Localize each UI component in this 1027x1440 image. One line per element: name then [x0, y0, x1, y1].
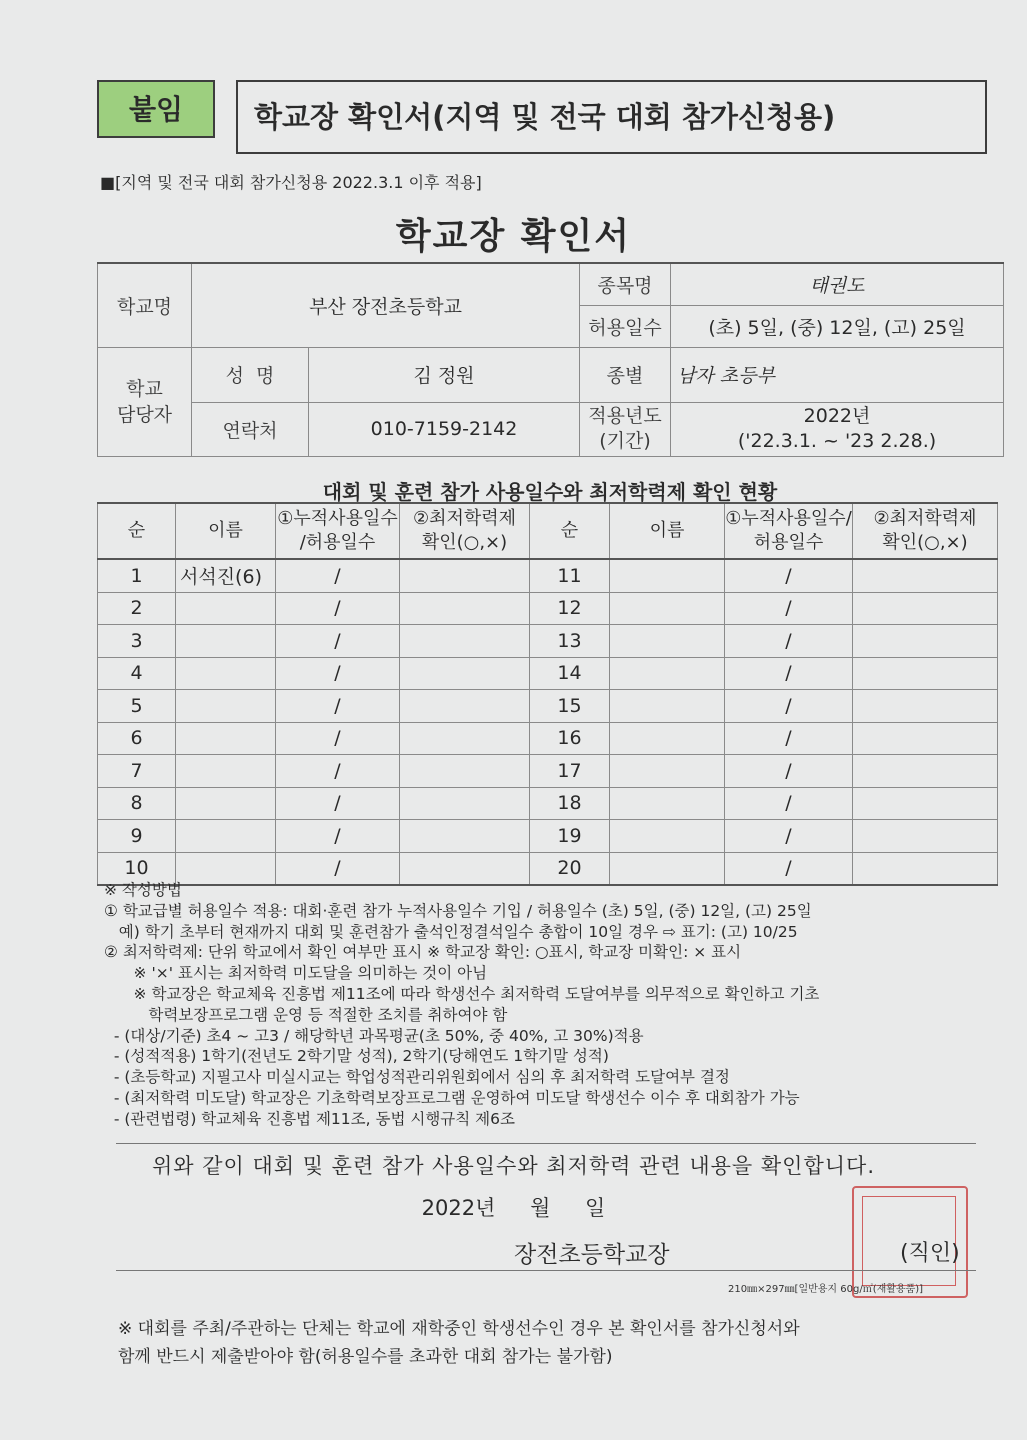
row-number: 17	[530, 755, 610, 788]
check-cell	[853, 722, 998, 755]
contact-value: 010-7159-2142	[309, 402, 580, 456]
row-number: 4	[98, 657, 176, 690]
check-cell	[400, 755, 530, 788]
row-number: 14	[530, 657, 610, 690]
name-label: 성 명	[192, 347, 309, 402]
document-header-title: 학교장 확인서(지역 및 전국 대회 참가신청용)	[236, 80, 987, 154]
check-cell	[853, 690, 998, 723]
days-cell: /	[725, 657, 853, 690]
allowed-days-label: 허용일수	[580, 305, 671, 347]
student-name-cell	[176, 787, 276, 820]
table-row	[98, 657, 998, 690]
table-row	[98, 722, 998, 755]
student-name-cell	[610, 755, 725, 788]
days-cell: /	[725, 852, 853, 885]
student-name-cell	[610, 722, 725, 755]
student-name-cell	[176, 755, 276, 788]
check-cell	[400, 657, 530, 690]
student-name-cell	[610, 625, 725, 658]
days-cell: /	[725, 559, 853, 592]
instruction-line: ※ 작성방법	[104, 881, 182, 899]
header-check: ②최저학력제 확인(○,×)	[400, 503, 530, 559]
table-row	[98, 820, 998, 853]
event-value: 태권도	[671, 263, 1004, 305]
header-check-right: ②최저학력제 확인(○,×)	[853, 503, 998, 559]
header-name: 이름	[176, 503, 276, 559]
row-number: 9	[98, 820, 176, 853]
days-cell: /	[276, 690, 400, 723]
days-cell: /	[725, 755, 853, 788]
table-row	[98, 690, 998, 723]
year-cell	[671, 402, 1004, 456]
principal-name: 장전초등학교장	[514, 1242, 670, 1268]
instruction-line: - (최저학력 미도달) 학교장은 기초학력보장프로그램 운영하여 미도달 학생선수 이수 후 대회참가 가능	[104, 1088, 800, 1107]
table-row	[98, 625, 998, 658]
instruction-line: ② 최저학력제: 단위 학교에서 확인 여부만 표시 ※ 학교장 확인: ○표시, 학교장 미확인: × 표시	[104, 943, 742, 962]
days-cell: /	[725, 690, 853, 723]
page-title: 학교장 확인서	[395, 216, 632, 257]
check-cell	[400, 559, 530, 592]
table-row	[98, 592, 998, 625]
days-cell: /	[725, 625, 853, 658]
event-label: 종목명	[580, 263, 671, 305]
row-number: 19	[530, 820, 610, 853]
student-name-cell	[176, 820, 276, 853]
student-name-cell	[176, 690, 276, 723]
date-line: 2022년 월 일	[421, 1196, 606, 1220]
attachment-badge: 붙임	[97, 80, 215, 138]
instruction-line: - (초등학교) 지필고사 미실시교는 학업성적관리위원회에서 심의 후 최저학력 도달여부 결정	[104, 1068, 730, 1087]
row-number: 11	[530, 559, 610, 592]
student-name-cell	[176, 657, 276, 690]
category-value: 남자 초등부	[671, 347, 1004, 402]
instruction-line: ※ '×' 표시는 최저학력 미도달을 의미하는 것이 아님	[104, 964, 488, 983]
student-name-cell: 서석진(6)	[176, 559, 276, 592]
divider-bottom	[116, 1270, 976, 1271]
days-cell: /	[276, 755, 400, 788]
student-name-cell	[610, 559, 725, 592]
days-cell: /	[725, 787, 853, 820]
check-cell	[853, 657, 998, 690]
confirmation-statement: 위와 같이 대회 및 훈련 참가 사용일수와 최저학력 관련 내용을 확인합니다.	[151, 1154, 875, 1178]
instruction-line: ※ 학교장은 학교체육 진흥법 제11조에 따라 학생선수 최저학력 도달여부를 의무적으로 확인하고 기초	[104, 984, 820, 1003]
row-number: 8	[98, 787, 176, 820]
writing-instructions	[104, 880, 984, 1130]
divider	[116, 1143, 976, 1144]
school-label: 학교명	[98, 263, 192, 347]
year-label: 적용년도 (기간)	[580, 402, 671, 456]
applicability-note: ■[지역 및 전국 대회 참가신청용 2022.3.1 이후 적용]	[100, 173, 482, 192]
check-cell	[853, 592, 998, 625]
check-cell	[400, 722, 530, 755]
row-number: 1	[98, 559, 176, 592]
manager-label: 학교 담당자	[98, 347, 192, 456]
status-table	[97, 502, 998, 886]
category-label: 종별	[580, 347, 671, 402]
student-name-cell	[610, 592, 725, 625]
check-cell	[853, 787, 998, 820]
student-name-cell	[610, 690, 725, 723]
header-days-right: ①누적사용일수/ 허용일수	[725, 503, 853, 559]
info-table	[97, 262, 1004, 457]
student-name-cell	[610, 787, 725, 820]
days-cell: /	[725, 722, 853, 755]
year-value: 2022년	[803, 405, 871, 427]
check-cell	[853, 755, 998, 788]
check-cell	[400, 625, 530, 658]
days-cell: /	[276, 559, 400, 592]
days-cell: /	[276, 657, 400, 690]
days-cell: /	[725, 820, 853, 853]
days-cell: /	[276, 592, 400, 625]
header-name-right: 이름	[610, 503, 725, 559]
check-cell	[400, 820, 530, 853]
header-no: 순	[98, 503, 176, 559]
row-number: 20	[530, 852, 610, 885]
period-value: ('22.3.1. ~ '23 2.28.)	[737, 430, 937, 452]
check-cell	[853, 820, 998, 853]
row-number: 7	[98, 755, 176, 788]
instruction-line: 예) 학기 초부터 현재까지 대회 및 훈련참가 출석인정결석일수 총합이 10일 경우 ⇨ 표기: (고) 10/25	[104, 922, 798, 941]
school-value: 부산 장전초등학교	[192, 263, 580, 347]
row-number: 5	[98, 690, 176, 723]
days-cell: /	[276, 787, 400, 820]
status-section-title: 대회 및 훈련 참가 사용일수와 최저학력제 확인 현황	[322, 480, 778, 504]
row-number: 13	[530, 625, 610, 658]
header-no-right: 순	[530, 503, 610, 559]
check-cell	[400, 690, 530, 723]
table-row	[98, 755, 998, 788]
days-cell: /	[276, 722, 400, 755]
seal-label: (직인)	[900, 1241, 960, 1266]
table-row	[98, 559, 998, 592]
days-cell: /	[276, 852, 400, 885]
contact-label: 연락처	[192, 402, 309, 456]
name-value: 김 정원	[309, 347, 580, 402]
student-name-cell	[610, 657, 725, 690]
table-row	[98, 787, 998, 820]
days-cell: /	[276, 625, 400, 658]
check-cell	[400, 787, 530, 820]
check-cell	[853, 625, 998, 658]
row-number: 18	[530, 787, 610, 820]
row-number: 12	[530, 592, 610, 625]
row-number: 2	[98, 592, 176, 625]
check-cell	[400, 592, 530, 625]
paper-spec: 210㎜×297㎜[일반용지 60g/㎡(재활용품)]	[728, 1284, 924, 1295]
instruction-line: - (관련법령) 학교체육 진흥법 제11조, 동법 시행규칙 제6조	[104, 1109, 515, 1128]
check-cell	[853, 559, 998, 592]
instruction-line: - (대상/기준) 초4 ~ 고3 / 해당학년 과목평균(초 50%, 중 40%, 고 30%)적용	[104, 1026, 644, 1045]
student-name-cell	[610, 820, 725, 853]
row-number: 10	[98, 852, 176, 885]
allowed-days-value: (초) 5일, (중) 12일, (고) 25일	[671, 305, 1004, 347]
row-number: 16	[530, 722, 610, 755]
instruction-line: - (성적적용) 1학기(전년도 2학기말 성적), 2학기(당해연도 1학기말 성적)	[104, 1047, 609, 1066]
instruction-line: 학력보장프로그램 운영 등 적절한 조치를 취하여야 함	[104, 1005, 508, 1024]
row-number: 15	[530, 690, 610, 723]
student-name-cell	[176, 592, 276, 625]
days-cell: /	[276, 820, 400, 853]
student-name-cell	[176, 625, 276, 658]
student-name-cell	[176, 722, 276, 755]
footer-note: ※ 대회를 주최/주관하는 단체는 학교에 재학중인 학생선수인 경우 본 확인서를 참가신청서와 함께 반드시 제출받아야 함(허용일수를 초과한 대회 참가는 불가함)	[118, 1319, 800, 1367]
instruction-line: ① 학교급별 허용일수 적용: 대회·훈련 참가 누적사용일수 기입 / 허용일수 (초) 5일, (중) 12일, (고) 25일	[104, 901, 812, 920]
row-number: 6	[98, 722, 176, 755]
row-number: 3	[98, 625, 176, 658]
header-days: ①누적사용일수 /허용일수	[276, 503, 400, 559]
days-cell: /	[725, 592, 853, 625]
